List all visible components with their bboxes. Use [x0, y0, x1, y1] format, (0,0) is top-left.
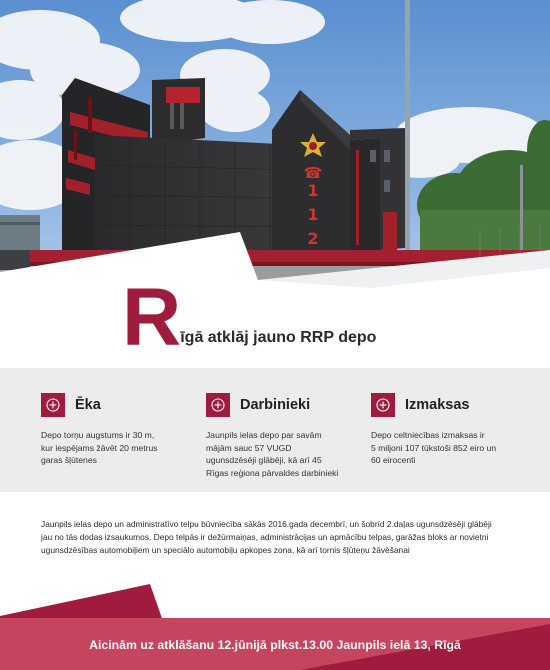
- plus-circle-icon: [206, 393, 230, 417]
- fact-text-line: Depo torņu augstums ir 30 m,: [41, 430, 155, 440]
- fact-text-line: garas šļūtenes: [41, 455, 97, 465]
- fact-text-line: kur iespējams žāvēt 20 metrus: [41, 442, 158, 453]
- fact-title: Izmaksas: [405, 397, 470, 413]
- description-paragraph: [41, 518, 511, 556]
- headline-initial-letter: R: [122, 272, 180, 363]
- plus-circle-icon: [41, 393, 65, 417]
- fact-text: [371, 429, 521, 467]
- fact-text-line: 60 eirocenti: [371, 455, 416, 465]
- fact-title: Darbinieki: [240, 397, 311, 413]
- svg-text:2: 2: [307, 229, 319, 248]
- fact-text: [41, 429, 191, 467]
- headline-title: īgā atklāj jauno RRP depo: [180, 329, 377, 346]
- svg-text:☎: ☎: [303, 164, 323, 182]
- svg-text:1: 1: [307, 181, 319, 200]
- invitation-text: Aicinām uz atklāšanu 12.jūnijā plkst.13.00 Jaunpils ielā 13, Rīgā: [89, 638, 461, 652]
- svg-text:1: 1: [307, 205, 319, 224]
- fact-text-line: Jaunpils ielas depo par savām: [206, 430, 322, 440]
- footer-decoration: [0, 574, 550, 670]
- headline: [122, 272, 377, 363]
- facts-panel: [0, 368, 550, 492]
- fact-text-line: 5 miljoni 107 tūkstoši 852 eiro un: [371, 442, 497, 453]
- fact-title: Ēka: [75, 397, 101, 413]
- description-line: jau no tās dodas izsaukumos. Depo telpās ir dežūrmaiņas, administrācijas un apmācību telpas, garāžas bloks ar novietni: [41, 531, 489, 542]
- fact-text-line: Depo celtniecības izmaksas ir: [371, 430, 485, 440]
- fact-text-line: Rīgas reģiona pārvaldes darbinieki: [206, 467, 339, 478]
- fact-staff: [206, 393, 356, 479]
- fact-costs: [371, 393, 521, 467]
- fact-text-line: mājām sauc 57 VUGD: [206, 442, 292, 453]
- description-line: Jaunpils ielas depo un administratīvo telpu būvniecība sākās 2016.gada decembrī, un šobrīd 2.daļas ugunsdzēsēji glābēji: [41, 519, 492, 529]
- description-line: ugunsdzēsības automobiļiem un speciālo automobiļu apkopes zona, kā arī tornis šļūteņu žāvēšanai: [41, 544, 410, 555]
- plus-circle-icon: [371, 393, 395, 417]
- fact-building: [41, 393, 191, 467]
- fact-text-line: ugunsdzēsēji glābēji, kā arī 45: [206, 455, 322, 465]
- fact-text: [206, 429, 356, 479]
